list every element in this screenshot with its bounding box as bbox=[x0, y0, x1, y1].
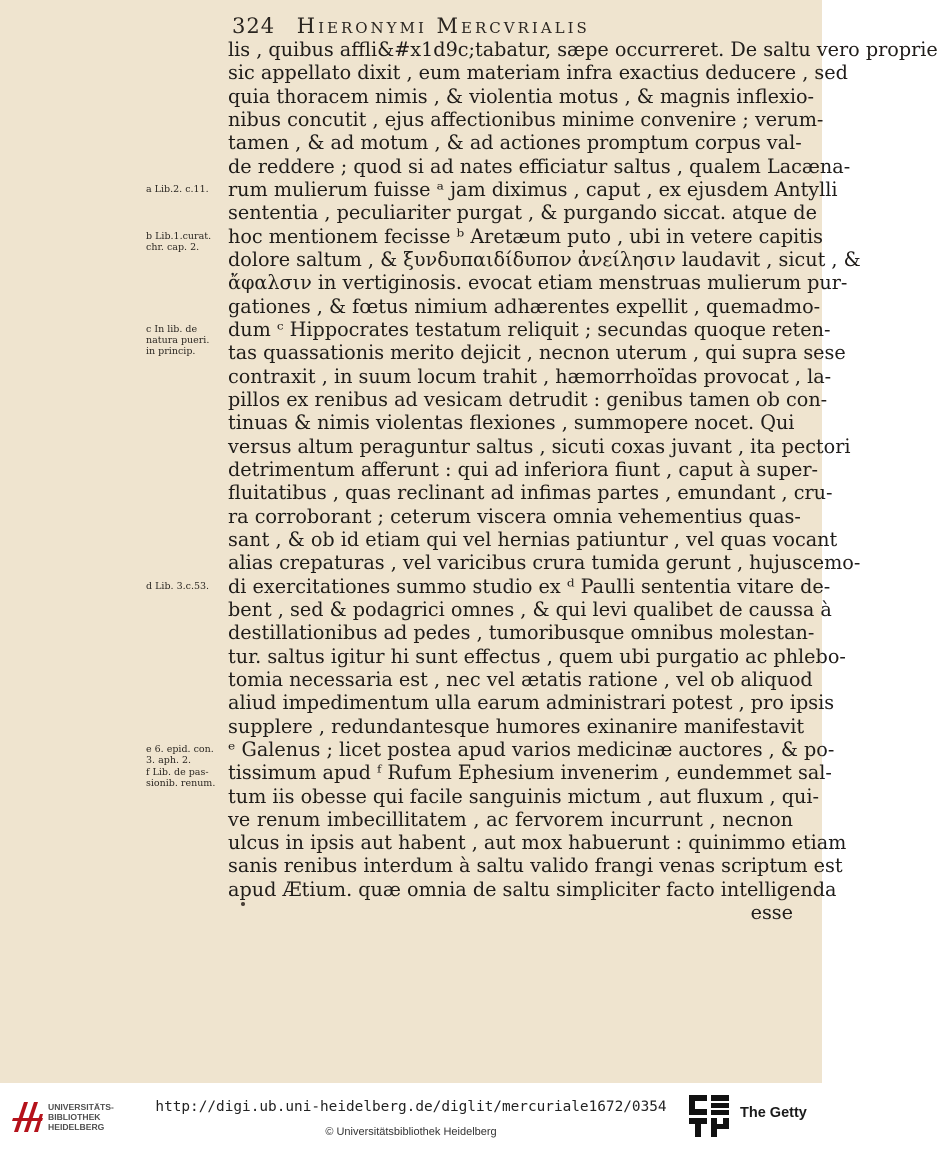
copyright-notice: © Universitätsbibliothek Heidelberg bbox=[325, 1126, 497, 1138]
text-line: lis , quibus affli&#x1d9c;tabatur, sæpe occurreret. De saltu vero proprie bbox=[228, 38, 938, 61]
text-line: dum ᶜ Hippocrates testatum reliquit ; secundas quoque reten- bbox=[228, 317, 831, 341]
ink-speck bbox=[241, 902, 245, 906]
margin-note bbox=[146, 581, 228, 592]
margin-note bbox=[146, 324, 228, 357]
partner-name[interactable]: The Getty bbox=[740, 1105, 807, 1121]
text-line: ulcus in ipsis aut habent , aut mox habuerunt : quinimmo etiam bbox=[228, 831, 847, 855]
margin-note bbox=[146, 744, 228, 766]
text-line: nibus concutit , ejus affectionibus minime convenire ; verum- bbox=[228, 107, 824, 131]
text-line: tomia necessaria est , nec vel ætatis ratione , vel ob aliquod bbox=[228, 667, 813, 691]
text-line: ra corroborant ; ceterum viscera omnia vehementius quas- bbox=[228, 504, 801, 528]
text-line: pillos ex renibus ad vesicam detrudit : genibus tamen ob con- bbox=[228, 387, 828, 411]
text-line: ve renum imbecillitatem , ac fervorem incurrunt , necnon bbox=[228, 807, 793, 831]
text-line: tas quassationis merito dejicit , necnon uterum , qui supra sese bbox=[228, 341, 846, 365]
library-name-line: UNIVERSITÄTS- bbox=[48, 1102, 114, 1112]
text-line: tum iis obesse qui facile sanguinis mictum , aut fluxum , qui- bbox=[228, 784, 819, 808]
text-line: esse bbox=[750, 901, 793, 925]
text-line: sententia , peculiariter purgat , & purgando siccat. atque de bbox=[228, 201, 817, 225]
text-line: ἄφαλσιν in vertiginosis. evocat etiam menstruas mulierum pur- bbox=[228, 271, 848, 295]
text-line: rum mulierum fuisse ᵃ jam diximus , caput , ex ejusdem Antylli bbox=[228, 177, 838, 201]
text-line: tur. saltus igitur hi sunt effectus , quem ubi purgatio ac phlebo- bbox=[228, 644, 846, 668]
margin-note-line: f Lib. de pas- bbox=[146, 767, 209, 779]
text-line: di exercitationes summo studio ex ᵈ Paulli sententia vitare de- bbox=[228, 574, 831, 598]
margin-note bbox=[146, 184, 228, 195]
text-line: fluitatibus , quas reclinant ad infimas partes , emundant , cru- bbox=[228, 481, 833, 505]
text-line: tamen , & ad motum , & ad actiones promptum corpus val- bbox=[228, 131, 802, 155]
margin-note-line: sionib. renum. bbox=[146, 778, 216, 790]
text-line: supplere , redundantesque humores exinanire manifestavit bbox=[228, 714, 805, 738]
getty-logo-icon[interactable] bbox=[687, 1093, 731, 1139]
text-line: hoc mentionem fecisse ᵇ Aretæum puto , ubi in vetere capitis bbox=[228, 224, 823, 248]
text-line: aliud impedimentum ulla earum administrari potest , pro ipsis bbox=[228, 691, 835, 715]
margin-note-line: in princip. bbox=[146, 345, 196, 357]
margin-note-line: 3. aph. 2. bbox=[146, 754, 192, 766]
body-text bbox=[228, 38, 938, 925]
text-line: destillationibus ad pedes , tumoribusque omnibus molestan- bbox=[228, 621, 815, 645]
text-line: contraxit , in suum locum trahit , hæmorrhoïdas provocat , la- bbox=[228, 364, 832, 388]
page-header bbox=[232, 14, 590, 38]
text-line: sant , & ob id etiam qui vel hernias patiuntur , vel quas vocant bbox=[228, 527, 838, 551]
text-line: gationes , & fœtus nimium adhærentes expellit , quemadmo- bbox=[228, 294, 821, 318]
text-line: versus altum peraguntur saltus , sicuti coxas juvant , ita pectori bbox=[228, 434, 851, 458]
viewer-footer bbox=[0, 1083, 822, 1149]
text-line: ᵉ Galenus ; licet postea apud varios medicinæ auctores , & po- bbox=[228, 737, 835, 761]
margin-note-line: c In lib. de bbox=[146, 323, 198, 335]
library-name-line: BIBLIOTHEK bbox=[48, 1112, 101, 1122]
margin-note bbox=[146, 767, 228, 789]
margin-note-line: b Lib.1.curat. bbox=[146, 230, 212, 242]
margin-note-line: natura pueri. bbox=[146, 334, 210, 346]
text-line: alias crepaturas , vel varicibus crura tumida gerunt , hujuscemo- bbox=[228, 551, 861, 575]
text-line: sic appellato dixit , eum materiam infra exactius deducere , sed bbox=[228, 61, 848, 85]
text-line: apud Ætium. quæ omnia de saltu simpliciter facto intelligenda bbox=[228, 877, 837, 901]
margin-note-line: d Lib. 3.c.53. bbox=[146, 580, 210, 592]
text-line: bent , sed & podagrici omnes , & qui levi qualibet de caussa à bbox=[228, 597, 832, 621]
page-number: 324 bbox=[232, 14, 276, 38]
text-line: tinuas & nimis violentas flexiones , summopere nocet. Qui bbox=[228, 411, 795, 435]
text-line: detrimentum afferunt : qui ad inferiora fiunt , caput à super- bbox=[228, 457, 819, 481]
library-name-line: HEIDELBERG bbox=[48, 1122, 105, 1132]
margin-note-line: a Lib.2. c.11. bbox=[146, 183, 209, 195]
margin-note bbox=[146, 231, 228, 253]
text-line: tissimum apud ᶠ Rufum Ephesium invenerim , eundemmet sal- bbox=[228, 761, 832, 785]
running-title: Hieronymi Mercvrialis bbox=[296, 14, 590, 38]
margin-note-line: e 6. epid. con. bbox=[146, 743, 214, 755]
text-line: dolore saltum , & ξυνδυπαιδίδυπον ἀνείλησιν laudavit , sicut , & bbox=[228, 247, 861, 271]
text-line: de reddere ; quod si ad nates efficiatur saltus , qualem Lacæna- bbox=[228, 154, 851, 178]
text-line: sanis renibus interdum à saltu valido frangi venas scriptum est bbox=[228, 854, 843, 878]
margin-note-line: chr. cap. 2. bbox=[146, 241, 200, 253]
text-line: quia thoracem nimis , & violentia motus , & magnis inflexio- bbox=[228, 84, 814, 108]
permalink-url[interactable]: http://digi.ub.uni-heidelberg.de/diglit/mercuriale1672/0354 bbox=[155, 1099, 667, 1115]
